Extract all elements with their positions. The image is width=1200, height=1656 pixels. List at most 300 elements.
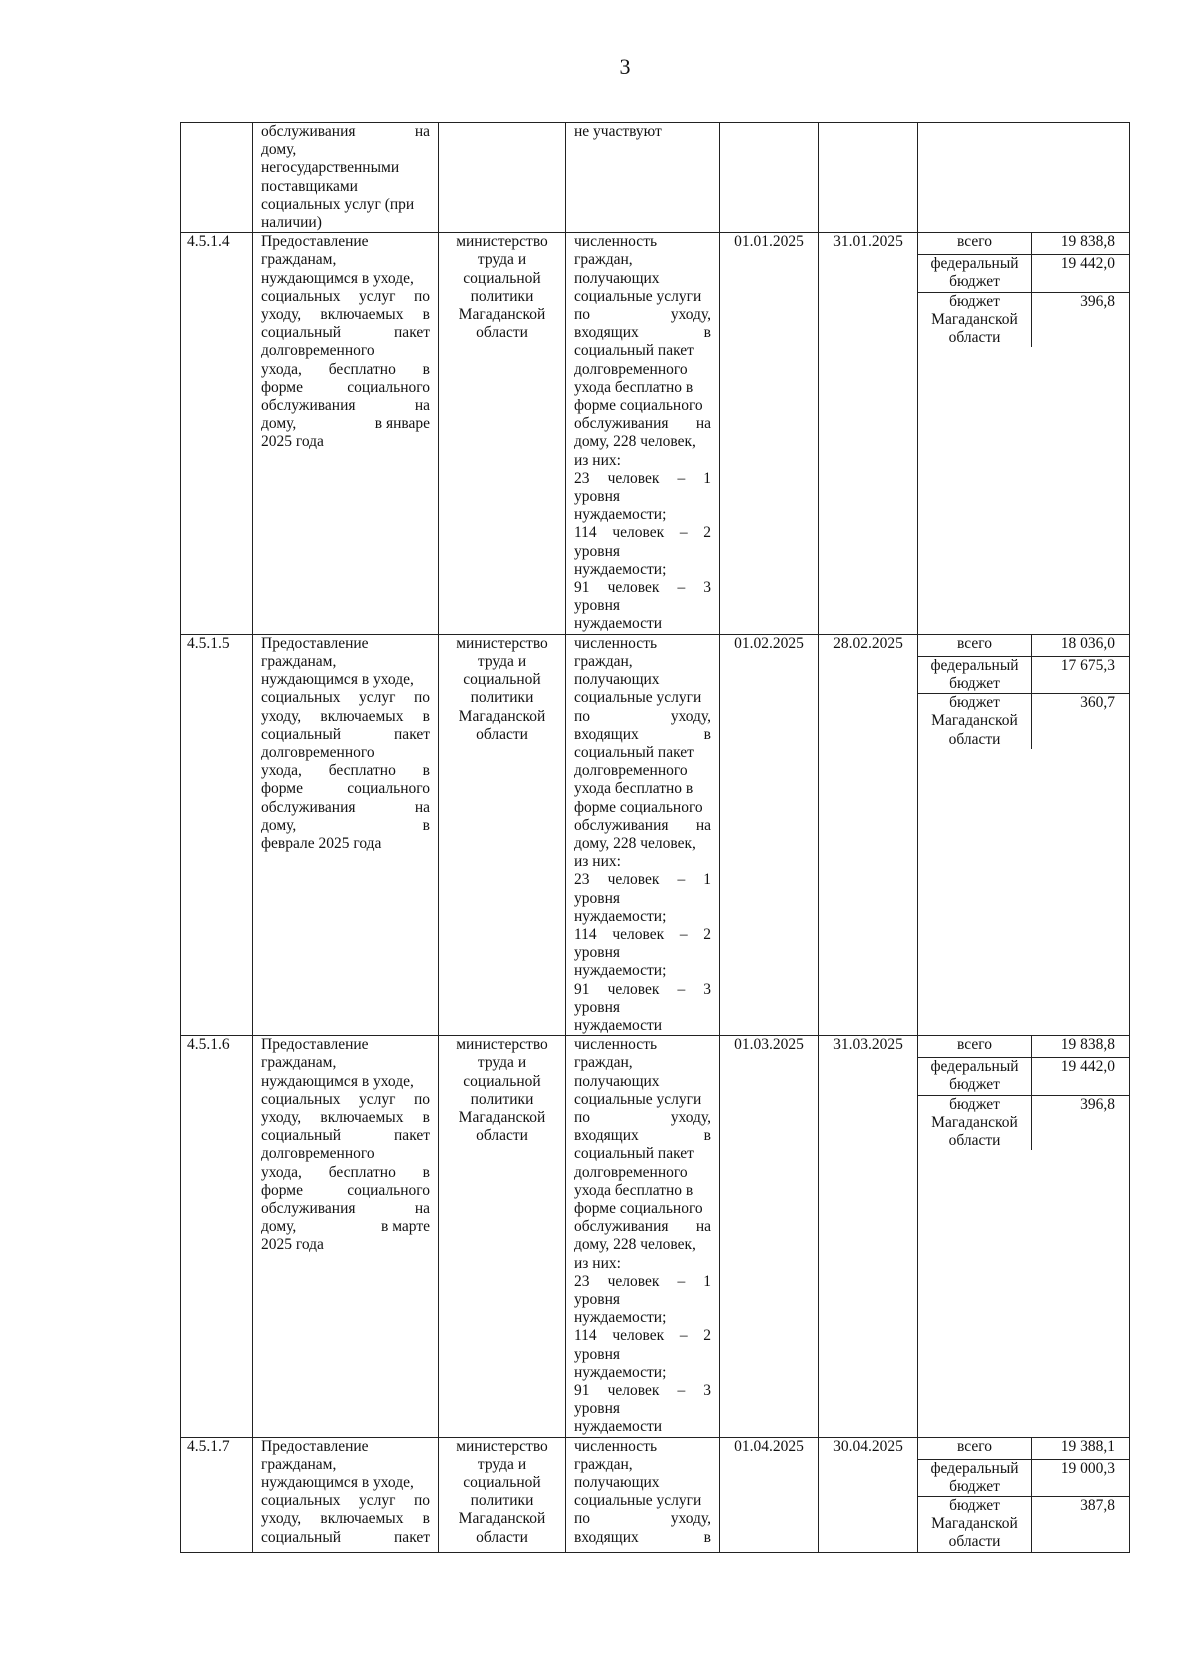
row-organization [439,1437,566,1552]
row-description [253,1036,439,1437]
desc-line [261,835,430,853]
indicator-line [574,379,711,397]
indicator-line [574,1255,711,1273]
budget-source: федеральный бюджет [918,1058,1032,1095]
indicator-line-word: форме социального [574,397,703,415]
indicator-line [574,1109,711,1127]
indicator-line-word: социальные услуги [574,287,702,305]
indicator-line-word: социальный пакет [574,743,694,761]
desc-line [261,159,430,177]
indicator-line-word: – [679,925,688,943]
desc-line-word: обслуживания [261,123,356,140]
indicator-line-word: в [703,1127,711,1145]
desc-line [261,726,430,744]
indicator-line [574,1327,711,1345]
indicator-line-word: человек [607,469,660,487]
indicator-line-word: численность [574,1437,658,1455]
desc-line [261,1474,430,1492]
indicator-line-word: уровня [574,488,620,506]
desc-line [261,1529,430,1547]
indicator-line [574,561,711,579]
indicator-line-word: форме социального [574,1199,703,1217]
budget-row [918,1036,1129,1058]
indicator-line-word: – [679,1327,688,1345]
indicator-line-word: граждан, [574,1054,633,1072]
desc-line-word: в январе [374,415,430,433]
budget-row [918,1438,1129,1460]
row-indicator [566,233,720,634]
row-budget [918,634,1130,1035]
indicator-text [566,233,719,633]
desc-line-word: 2025 года [261,1236,324,1254]
budget-source: федеральный бюджет [918,1459,1032,1496]
indicator-line-word: граждан, [574,251,633,269]
budget-amount: 396,8 [1032,1095,1130,1150]
indicator-line-word: долговременного [574,762,688,780]
desc-line-word: социального [347,780,430,798]
org-line: Магаданской [458,707,546,725]
indicator-line-word: человек [607,1272,660,1290]
indicator-line [574,1054,711,1072]
cont-ind-cell [566,123,720,233]
desc-line-word: в [422,1108,430,1126]
indicator-line-word: 3 [703,1382,711,1400]
continuation-row [181,123,1130,233]
indicator-line [574,1164,711,1182]
row-number: 4.5.1.5 [181,634,253,1035]
indicator-line-word: 23 [574,1272,590,1290]
row-number: 4.5.1.4 [181,233,253,634]
desc-line [261,1109,430,1127]
desc-line-word: бесплатно [328,360,396,378]
indicator-line [574,361,711,379]
desc-line [261,361,430,379]
desc-line-word: нуждающимся в уходе, [261,1474,414,1492]
indicator-line-word: из них: [574,853,621,871]
desc-line-word: в марте [381,1218,430,1236]
page-number: 3 [619,54,631,79]
indicator-line-word: в [703,324,711,342]
budget-amount: 19 388,1 [1060,1437,1115,1455]
desc-line-word: услуг [358,689,396,707]
desc-line-word: в [422,707,430,725]
indicator-line-word: уходу, [670,707,711,725]
budget-source: всего [918,635,1032,657]
desc-line-word: бесплатно [328,762,396,780]
indicator-line-word: человек [607,980,660,998]
desc-line-word: уходу, [261,1108,302,1126]
indicator-line [574,908,711,926]
indicator-line-word: человек [607,871,660,889]
indicator-line [574,1382,711,1400]
indicator-line [574,744,711,762]
budget-amount: 19 838,8 [1060,233,1115,251]
indicator-line-word: уровня [574,998,620,1016]
table-body [181,123,1130,1553]
indicator-line [574,470,711,488]
desc-line [261,1456,430,1474]
org-line: социальной [463,1474,541,1492]
indicator-line-word: получающих [574,1072,660,1090]
indicator-line-word: уровня [574,944,620,962]
desc-line-word: в [422,306,430,324]
row-organization [439,233,566,634]
org-line: труда и [477,652,527,670]
desc-line-word: гражданам, [261,251,337,269]
org-line: социальной [463,671,541,689]
indicator-line-word: в [703,725,711,743]
budget-row [918,292,1129,347]
org-line: политики [470,689,534,707]
desc-line [261,324,430,342]
indicator-line-word: нуждаемости; [574,907,667,925]
indicator-line [574,1438,711,1456]
indicator-line [574,1273,711,1291]
indicator-line [574,835,711,853]
budget-source: всего [918,233,1032,255]
row-organization [439,634,566,1035]
org-line: министерство [456,1437,548,1455]
indicator-line-word: уходу, [670,1510,711,1528]
indicator-line-word: – [677,980,686,998]
indicator-line [574,999,711,1017]
indicator-line-word: на [695,415,711,433]
row-number: 4.5.1.7 [181,1437,253,1552]
desc-line-word: обслуживания [261,798,356,816]
desc-line-word: форме [261,780,303,798]
indicator-line [574,415,711,433]
org-line: политики [470,1492,534,1510]
indicator-line [574,1510,711,1528]
indicator-text [566,635,719,1035]
desc-line [261,1145,430,1163]
indicator-line [574,1529,711,1547]
indicator-line [574,506,711,524]
budget-source: федеральный бюджет [918,656,1032,693]
org-line: министерство [456,1036,548,1054]
desc-line [261,233,430,251]
indicator-line-word: дому, 228 человек, [574,1236,696,1254]
indicator-line-word: нуждаемости; [574,506,667,524]
indicator-line-word: ухода бесплатно в [574,1181,694,1199]
indicator-line-word: обслуживания [574,816,669,834]
org-line: области [476,725,528,743]
desc-line-word: пакет [394,1127,430,1145]
indicator-line-word: 1 [703,1272,711,1290]
org-line: труда и [477,1054,527,1072]
desc-line [261,1073,430,1091]
indicator-line [574,762,711,780]
desc-line-word: на [414,123,430,140]
desc-line [261,379,430,397]
indicator-line-word: получающих [574,671,660,689]
budget-source: бюджет Магаданской области [918,694,1032,749]
desc-line [261,1054,430,1072]
indicator-line-word: 114 [574,925,597,943]
org-line: труда и [477,251,527,269]
cont-start-cell [720,123,819,233]
desc-line-word: пакет [394,1528,430,1546]
budget-source: бюджет Магаданской области [918,292,1032,347]
org-line: политики [470,287,534,305]
indicator-line [574,1291,711,1309]
cont-budget-cell [918,123,1130,233]
indicator-line-word: 1 [703,469,711,487]
row-end-date: 31.01.2025 [819,233,918,634]
desc-line-word: долговременного [261,743,375,761]
desc-line-word: нуждающимся в уходе, [261,269,414,287]
indicator-line [574,270,711,288]
desc-line-word: по [413,1492,430,1510]
desc-line-word: негосударственными [261,159,400,177]
desc-line-word: уходу, [261,306,302,324]
indicator-line-word: долговременного [574,360,688,378]
indicator-line [574,890,711,908]
indicator-line-word: нуждаемости; [574,1309,667,1327]
budget-table [918,1036,1129,1150]
desc-line [261,141,430,159]
desc-line-word: социальный [261,725,342,743]
desc-line-word: услуг [358,1090,396,1108]
indicator-line [574,799,711,817]
desc-line-word: социальных услуг (при [261,195,415,213]
table-row [181,233,1130,634]
indicator-line-word: граждан, [574,1455,633,1473]
desc-line-word: долговременного [261,342,375,360]
row-budget [918,1437,1130,1552]
cont-num-cell [181,123,253,233]
indicator-text [566,1036,719,1436]
desc-line [261,1164,430,1182]
budget-amount: 396,8 [1032,292,1130,347]
indicator-line-word: социальные услуги [574,1090,702,1108]
indicator-line-word: по [574,707,591,725]
indicator-line-word: нуждаемости [574,1418,663,1436]
indicator-line [574,306,711,324]
cont-indicator: не участвуют [574,123,662,140]
indicator-line [574,1492,711,1510]
desc-line-word: услуг [358,1492,396,1510]
org-line: Магаданской [458,1510,546,1528]
indicator-line-word: уровня [574,889,620,907]
desc-line [261,270,430,288]
indicator-line [574,1218,711,1236]
org-line: Магаданской [458,1108,546,1126]
table-row [181,1437,1130,1552]
desc-line-word: на [414,397,430,415]
indicator-line-word: 1 [703,871,711,889]
indicator-line-word: ухода бесплатно в [574,378,694,396]
desc-line-word: долговременного [261,1145,375,1163]
org-line: социальной [463,1072,541,1090]
indicator-line [574,488,711,506]
indicator-line-word: уровня [574,1400,620,1418]
indicator-line [574,524,711,542]
indicator-line-word: человек [612,524,665,542]
row-start-date: 01.04.2025 [720,1437,819,1552]
table-row [181,1036,1130,1437]
indicator-line [574,981,711,999]
indicator-line [574,962,711,980]
table-row [181,634,1130,1035]
desc-line [261,1492,430,1510]
desc-line [261,1218,430,1236]
indicator-line [574,1091,711,1109]
indicator-line [574,1309,711,1327]
desc-line-word: включаемых [320,707,404,725]
desc-line-word: гражданам, [261,1455,337,1473]
desc-line [261,1236,430,1254]
row-start-date: 01.01.2025 [720,233,819,634]
row-number: 4.5.1.6 [181,1036,253,1437]
desc-line-word: по [413,689,430,707]
indicator-line-word: ухода бесплатно в [574,780,694,798]
desc-line [261,1091,430,1109]
budget-row [918,1497,1129,1552]
desc-line [261,1036,430,1054]
indicator-text [566,1438,719,1547]
indicator-line-word: – [677,1272,686,1290]
indicator-line [574,853,711,871]
desc-line-word: феврале 2025 года [261,834,382,852]
indicator-line-word: граждан, [574,652,633,670]
desc-line-word: пакет [394,324,430,342]
desc-line-word: включаемых [320,1108,404,1126]
description-text [253,635,438,853]
desc-line-word: в [422,1510,430,1528]
budget-row [918,1095,1129,1150]
indicator-line-word: из них: [574,451,621,469]
indicator-line-word: форме социального [574,798,703,816]
indicator-line-word: социальный пакет [574,342,694,360]
indicator-line-word: – [679,524,688,542]
indicator-line [574,726,711,744]
budget-table [918,233,1129,347]
desc-line [261,433,430,451]
indicator-line [574,1418,711,1436]
desc-line [261,196,430,214]
indicator-line [574,1200,711,1218]
budget-amount: 19 838,8 [1060,1036,1115,1054]
row-start-date: 01.02.2025 [720,634,819,1035]
desc-line [261,1182,430,1200]
budget-amount: 17 675,3 [1032,656,1130,693]
desc-line-word: социальный [261,324,342,342]
desc-line-word: в [422,816,430,834]
indicator-line-word: 3 [703,980,711,998]
indicator-line-word: человек [607,1382,660,1400]
desc-line-word: дому, [261,1218,297,1236]
row-description [253,233,439,634]
desc-line-word: социального [347,1181,430,1199]
row-indicator [566,1437,720,1552]
indicator-line [574,579,711,597]
indicator-line [574,1236,711,1254]
indicator-line-word: 114 [574,1327,597,1345]
budget-table [918,1438,1129,1552]
indicator-line [574,944,711,962]
indicator-line-word: уровня [574,1345,620,1363]
desc-line [261,1127,430,1145]
desc-line [261,306,430,324]
indicator-line-word: 2 [703,524,711,542]
indicator-line [574,543,711,561]
indicator-line-word: из них: [574,1254,621,1272]
indicator-line [574,1017,711,1035]
indicator-line-word: человек [612,925,665,943]
indicator-line [574,288,711,306]
org-line: министерство [456,233,548,251]
indicator-line-word: численность [574,1036,658,1054]
desc-line-word: включаемых [320,1510,404,1528]
desc-line-word: гражданам, [261,652,337,670]
budget-source: федеральный бюджет [918,255,1032,292]
desc-line [261,671,430,689]
indicator-line-word: обслуживания [574,1218,669,1236]
indicator-line-word: нуждаемости; [574,962,667,980]
org-line: области [476,1528,528,1546]
description-text [253,233,438,451]
indicator-line [574,233,711,251]
budget-source: бюджет Магаданской области [918,1497,1032,1552]
desc-line-word: социальный [261,1127,342,1145]
indicator-line [574,452,711,470]
desc-line-word: социальных [261,689,341,707]
indicator-line [574,397,711,415]
budget-row [918,656,1129,693]
desc-line [261,178,430,196]
desc-line [261,415,430,433]
indicator-line-word: обслуживания [574,415,669,433]
desc-line-word: ухода, [261,762,302,780]
row-description [253,634,439,1035]
row-start-date: 01.03.2025 [720,1036,819,1437]
indicator-line-word: нуждаемости [574,615,663,633]
desc-line-word: на [414,798,430,816]
budget-amount: 360,7 [1032,694,1130,749]
desc-line-word: 2025 года [261,433,324,451]
desc-line-word: социальных [261,1090,341,1108]
indicator-line-word: на [695,816,711,834]
indicator-line-word: входящих [574,324,639,342]
desc-line [261,689,430,707]
row-end-date: 28.02.2025 [819,634,918,1035]
indicator-line [574,653,711,671]
indicator-line-word: социальные услуги [574,1492,702,1510]
indicator-line-word: 2 [703,925,711,943]
indicator-line-word: – [677,579,686,597]
budget-amount: 19 442,0 [1032,1058,1130,1095]
org-line: труда и [477,1455,527,1473]
desc-line [261,397,430,415]
indicator-line-word: – [677,469,686,487]
indicator-line-word: дому, 228 человек, [574,433,696,451]
desc-line-word: бесплатно [328,1163,396,1181]
budget-source: всего [918,1036,1032,1058]
indicator-line [574,1036,711,1054]
desc-line-word: социальный [261,1528,342,1546]
indicator-line-word: входящих [574,1127,639,1145]
indicator-line-word: дому, 228 человек, [574,834,696,852]
budget-row [918,233,1129,255]
desc-line-word: дому, [261,816,297,834]
indicator-line [574,1182,711,1200]
indicator-line [574,671,711,689]
row-budget [918,233,1130,634]
indicator-line [574,615,711,633]
indicator-line [574,1346,711,1364]
org-line: социальной [463,269,541,287]
